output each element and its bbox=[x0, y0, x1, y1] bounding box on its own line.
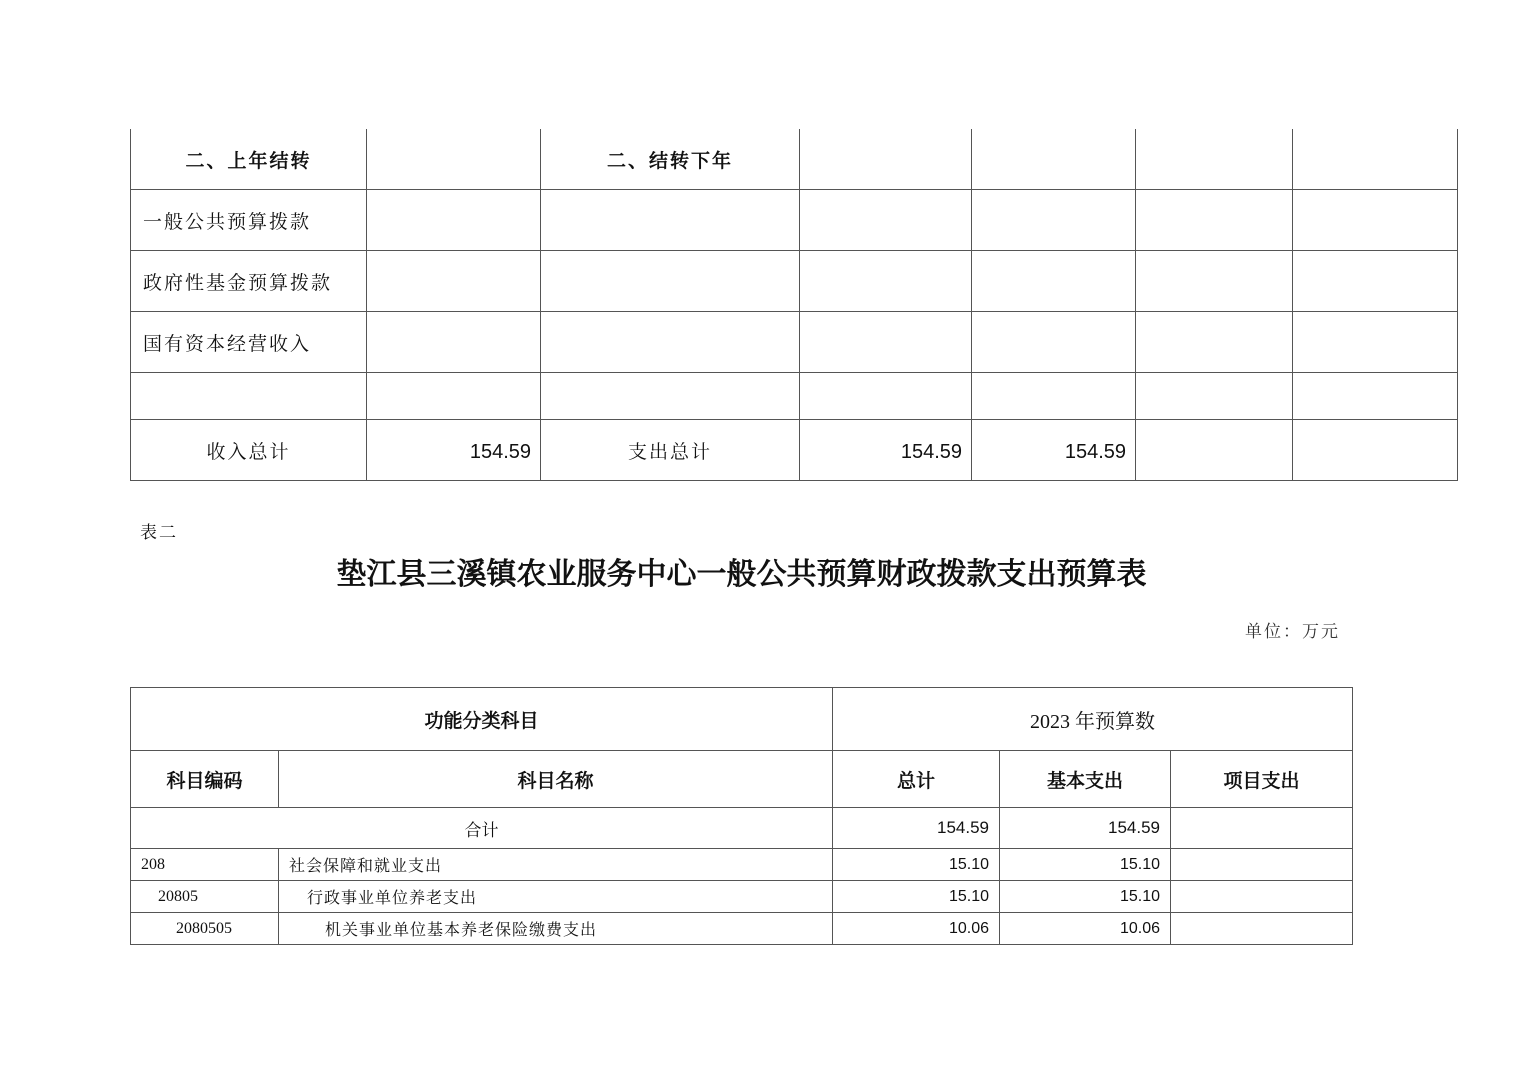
row-total: 15.10 bbox=[833, 881, 1000, 913]
cell-value bbox=[800, 190, 972, 251]
table-row bbox=[131, 190, 1458, 251]
header-row bbox=[131, 751, 1353, 808]
cell-value bbox=[1293, 251, 1458, 312]
income-total-value: 154.59 bbox=[367, 420, 541, 481]
row-code: 20805 bbox=[131, 881, 279, 913]
cell-value bbox=[800, 129, 972, 190]
cell-value bbox=[800, 312, 972, 373]
table-row bbox=[131, 849, 1353, 881]
header-functional-category: 功能分类科目 bbox=[131, 688, 833, 751]
header-project: 项目支出 bbox=[1171, 751, 1353, 808]
sum-label: 合计 bbox=[131, 808, 833, 849]
row-code: 2080505 bbox=[131, 913, 279, 945]
row-total: 15.10 bbox=[833, 849, 1000, 881]
expense-basic-value: 154.59 bbox=[972, 420, 1136, 481]
cell-value bbox=[972, 312, 1136, 373]
cell-value bbox=[1136, 251, 1293, 312]
cell-value bbox=[1136, 373, 1293, 420]
cell-value bbox=[800, 251, 972, 312]
row-code: 208 bbox=[131, 849, 279, 881]
unit-label: 单位：万元 bbox=[1245, 622, 1340, 642]
row-name: 机关事业单位基本养老保险缴费支出 bbox=[279, 913, 833, 945]
cell-label: 一般公共预算拨款 bbox=[131, 190, 367, 251]
cell-value bbox=[367, 129, 541, 190]
cell-label: 国有资本经营收入 bbox=[131, 312, 367, 373]
header-name: 科目名称 bbox=[279, 751, 833, 808]
cell-value bbox=[367, 312, 541, 373]
cell-value bbox=[972, 373, 1136, 420]
header-budget-year: 2023 年预算数 bbox=[833, 688, 1353, 751]
row-basic: 15.10 bbox=[1000, 849, 1171, 881]
table-row bbox=[131, 913, 1353, 945]
table-row bbox=[131, 373, 1458, 420]
sum-basic: 154.59 bbox=[1000, 808, 1171, 849]
row-total: 10.06 bbox=[833, 913, 1000, 945]
expenditure-budget-table bbox=[130, 687, 1353, 945]
cell-label: 二、结转下年 bbox=[541, 129, 800, 190]
row-project bbox=[1171, 849, 1353, 881]
cell-value bbox=[1136, 312, 1293, 373]
expense-total-value: 154.59 bbox=[800, 420, 972, 481]
table-row bbox=[131, 312, 1458, 373]
cell-value bbox=[1293, 190, 1458, 251]
cell-value bbox=[972, 129, 1136, 190]
header-row bbox=[131, 688, 1353, 751]
page-title: 垫江县三溪镇农业服务中心一般公共预算财政拨款支出预算表 bbox=[336, 557, 1147, 592]
cell-value bbox=[972, 190, 1136, 251]
cell-label bbox=[541, 373, 800, 420]
cell-value bbox=[1293, 420, 1458, 481]
cell-value bbox=[1293, 373, 1458, 420]
row-name: 社会保障和就业支出 bbox=[279, 849, 833, 881]
cell-value bbox=[1136, 190, 1293, 251]
header-basic: 基本支出 bbox=[1000, 751, 1171, 808]
cell-label bbox=[541, 312, 800, 373]
table-number-label: 表二 bbox=[140, 523, 178, 543]
row-name: 行政事业单位养老支出 bbox=[279, 881, 833, 913]
expense-total-label: 支出总计 bbox=[541, 420, 800, 481]
row-basic: 15.10 bbox=[1000, 881, 1171, 913]
sum-total: 154.59 bbox=[833, 808, 1000, 849]
table-row-totals bbox=[131, 420, 1458, 481]
cell-label bbox=[541, 251, 800, 312]
cell-label: 二、上年结转 bbox=[131, 129, 367, 190]
cell-value bbox=[367, 373, 541, 420]
cell-value bbox=[1293, 129, 1458, 190]
header-total: 总计 bbox=[833, 751, 1000, 808]
cell-value bbox=[367, 251, 541, 312]
income-total-label: 收入总计 bbox=[131, 420, 367, 481]
header-code: 科目编码 bbox=[131, 751, 279, 808]
budget-summary-table-continued bbox=[130, 129, 1458, 481]
table-row bbox=[131, 129, 1458, 190]
row-project bbox=[1171, 881, 1353, 913]
cell-value bbox=[367, 190, 541, 251]
table-row bbox=[131, 251, 1458, 312]
cell-value bbox=[800, 373, 972, 420]
cell-label bbox=[131, 373, 367, 420]
sum-row bbox=[131, 808, 1353, 849]
row-basic: 10.06 bbox=[1000, 913, 1171, 945]
cell-value bbox=[1293, 312, 1458, 373]
cell-value bbox=[1136, 129, 1293, 190]
table-row bbox=[131, 881, 1353, 913]
sum-project bbox=[1171, 808, 1353, 849]
cell-label bbox=[541, 190, 800, 251]
cell-value bbox=[1136, 420, 1293, 481]
cell-value bbox=[972, 251, 1136, 312]
row-project bbox=[1171, 913, 1353, 945]
cell-label: 政府性基金预算拨款 bbox=[131, 251, 367, 312]
